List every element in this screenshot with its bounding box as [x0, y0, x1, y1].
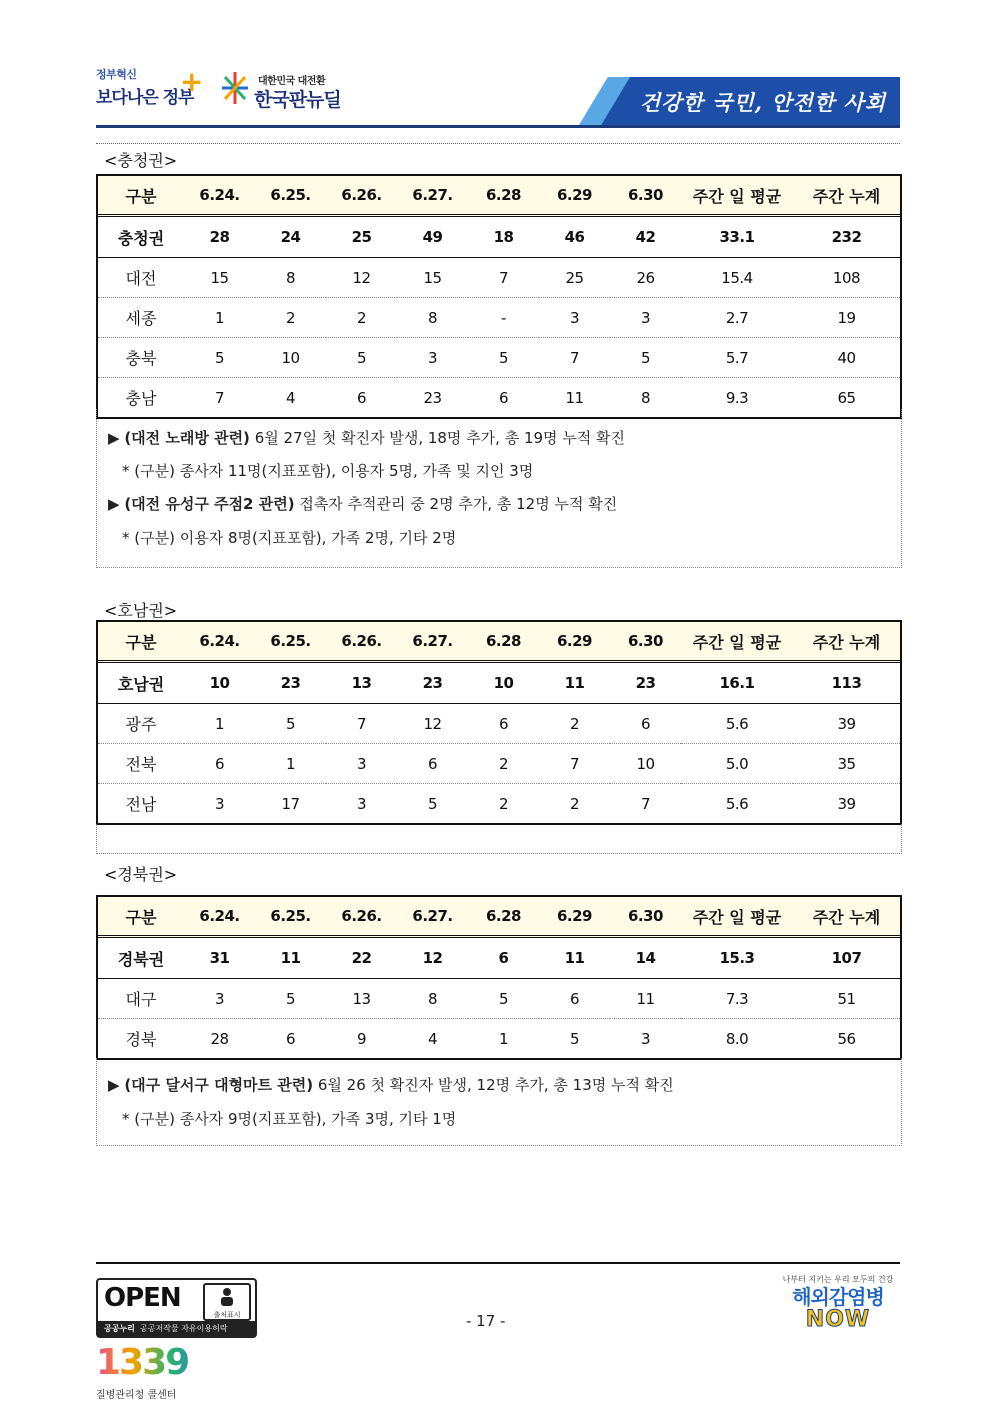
cell: 5	[468, 338, 539, 378]
cell: 3	[640, 1029, 651, 1048]
cell: 39	[793, 704, 900, 744]
table-row	[98, 784, 900, 824]
cell: 23	[610, 662, 681, 704]
cell: 7	[326, 704, 397, 744]
cell: 1	[184, 298, 255, 338]
bullet-icon: ▶	[108, 495, 120, 513]
cell: 1	[255, 744, 326, 784]
col-header: 6.25.	[255, 897, 326, 937]
col-header: 6.27.	[397, 176, 468, 216]
header-rule	[96, 125, 900, 128]
cell: 6	[285, 1029, 296, 1048]
cell: 28	[184, 216, 255, 258]
logo1-top-text: 정부혁신	[96, 68, 137, 81]
table-chungcheong	[96, 174, 902, 419]
overseas-disease-now-logo	[776, 1274, 900, 1340]
cell: 49	[397, 216, 468, 258]
cell: 7	[539, 744, 610, 784]
cell: 대전	[98, 258, 184, 298]
cell: 65	[837, 388, 856, 407]
cell: 경북	[125, 1030, 157, 1049]
cell: 2	[468, 744, 539, 784]
cell: 5	[255, 704, 326, 744]
section-title-chungcheong: <충청권>	[104, 151, 178, 170]
cell: 5.7	[681, 338, 793, 378]
data-table	[98, 176, 900, 417]
cell: 22	[326, 937, 397, 979]
cell: 25	[326, 216, 397, 258]
cell: 9.3	[725, 388, 749, 407]
table-row	[98, 298, 900, 338]
cell: 42	[610, 216, 681, 258]
col-header: 6.29	[539, 622, 610, 662]
table-header-row	[98, 897, 900, 937]
cell: 10	[255, 338, 326, 378]
cell: 호남권	[98, 662, 184, 704]
data-table	[98, 897, 900, 1058]
col-header: 6.27.	[397, 897, 468, 937]
cell: 16.1	[681, 662, 793, 704]
table-row	[98, 258, 900, 298]
cell: 3	[214, 794, 225, 813]
cell: 5	[184, 338, 255, 378]
col-header: 구분	[98, 897, 184, 937]
col-header: 6.26.	[326, 176, 397, 216]
bullet-icon: ▶	[108, 429, 120, 447]
col-header: 6.26.	[326, 622, 397, 662]
open-bar	[98, 1321, 255, 1336]
cell: 8	[640, 388, 651, 407]
table-summary-row	[98, 216, 900, 258]
col-header: 주간 누계	[793, 897, 900, 937]
cell: 2	[498, 794, 509, 813]
attribution-icon	[203, 1283, 251, 1321]
cell: 23	[255, 662, 326, 704]
cell: 5.0	[681, 744, 793, 784]
callcenter-logo	[96, 1342, 206, 1402]
col-header: 구분	[98, 176, 184, 216]
cell: 3	[610, 298, 681, 338]
col-header: 구분	[98, 622, 184, 662]
cell: 세종	[98, 298, 184, 338]
table-row	[98, 979, 900, 1019]
header-dotted-rule	[96, 143, 900, 144]
note-bold: (대전 노래방 관련)	[124, 429, 250, 447]
cell: 전남	[125, 795, 157, 814]
cell: 35	[793, 744, 900, 784]
cell: 4	[285, 388, 296, 407]
cell: 31	[184, 937, 255, 979]
cell: 46	[539, 216, 610, 258]
table-header-row	[98, 622, 900, 662]
note-line	[108, 493, 617, 514]
cell: 14	[610, 937, 681, 979]
slogan-text: 건강한 국민, 안전한 사회	[639, 90, 886, 115]
cell: 6	[468, 937, 539, 979]
table-summary-row	[98, 937, 900, 979]
cell: 3	[184, 979, 255, 1019]
cell: 39	[837, 794, 856, 813]
col-header: 6.25.	[255, 176, 326, 216]
cell: 12	[397, 937, 468, 979]
cell: 5	[255, 979, 326, 1019]
note-sub-line: * (구분) 종사자 11명(지표포함), 이용자 5명, 가족 및 지인 3명	[122, 462, 534, 480]
table-summary-row	[98, 662, 900, 704]
slogan-banner	[578, 77, 900, 127]
cell: 12	[326, 258, 397, 298]
logo1-main-text: 보다나은 정부	[96, 88, 194, 108]
cell: 전북	[98, 744, 184, 784]
col-header: 6.30	[610, 176, 681, 216]
col-header: 6.28	[468, 622, 539, 662]
col-header: 6.29	[539, 897, 610, 937]
note-bold: (대전 유성구 주점2 관련)	[124, 495, 295, 513]
table-row	[98, 704, 900, 744]
cell: 6	[184, 744, 255, 784]
new-deal-star-icon	[220, 70, 250, 106]
note-sub-line: * (구분) 종사자 9명(지표포함), 가족 3명, 기타 1명	[122, 1110, 457, 1128]
table-row	[98, 744, 900, 784]
col-header: 6.25.	[255, 622, 326, 662]
cell: 5	[610, 338, 681, 378]
cell: 8	[255, 258, 326, 298]
col-header: 6.27.	[397, 622, 468, 662]
cell: 2	[569, 794, 580, 813]
cell: 11	[565, 388, 584, 407]
cell: 232	[793, 216, 900, 258]
cell: 2	[326, 298, 397, 338]
col-header: 6.28	[468, 176, 539, 216]
page-header	[96, 60, 900, 130]
cell: 108	[793, 258, 900, 298]
cell: 1	[498, 1029, 509, 1048]
cell: 23	[397, 662, 468, 704]
note-text: 6월 27일 첫 확진자 발생, 18명 추가, 총 19명 누적 확진	[249, 429, 626, 447]
cell: 2	[255, 298, 326, 338]
cell: 8	[397, 979, 468, 1019]
col-header: 6.30	[610, 897, 681, 937]
notes-box-gyeongbuk	[96, 1058, 902, 1146]
col-header: 6.30	[610, 622, 681, 662]
notes-box-honam	[96, 824, 902, 854]
cell: 26	[610, 258, 681, 298]
callcenter-number: 1339	[96, 1342, 206, 1384]
section-title-honam: <호남권>	[104, 601, 178, 620]
cell: 5	[326, 338, 397, 378]
cell: 17	[281, 794, 300, 813]
cell: 5.6	[725, 794, 749, 813]
col-header: 6.28	[468, 897, 539, 937]
cell: 4	[427, 1029, 438, 1048]
note-line	[108, 1074, 674, 1095]
note-sub-line: * (구분) 이용자 8명(지표포함), 가족 2명, 기타 2명	[122, 529, 457, 547]
table-gyeongbuk	[96, 895, 902, 1060]
table-honam	[96, 620, 902, 825]
cell: 7	[214, 388, 225, 407]
cell: 5	[427, 794, 438, 813]
cell: 3	[539, 298, 610, 338]
callcenter-caption: 질병관리청 콜센터	[96, 1390, 177, 1401]
open-bar-text: 공공저작물 자유이용허락	[140, 1324, 228, 1333]
cell: 5	[468, 979, 539, 1019]
cell: 15	[184, 258, 255, 298]
cell: 8.0	[725, 1029, 749, 1048]
cell: -	[468, 298, 539, 338]
now-word: NOW	[805, 1307, 871, 1332]
cell: 8	[397, 298, 468, 338]
cell: 충남	[125, 389, 157, 408]
cell: 대구	[98, 979, 184, 1019]
cell: 10	[184, 662, 255, 704]
cell: 충청권	[98, 216, 184, 258]
col-header: 주간 누계	[793, 176, 900, 216]
cell: 13	[326, 979, 397, 1019]
table-row	[98, 338, 900, 378]
cell: 51	[793, 979, 900, 1019]
cell: 경북권	[98, 937, 184, 979]
note-line	[108, 427, 625, 448]
col-header: 주간 일 평균	[681, 622, 793, 662]
col-header: 6.26.	[326, 897, 397, 937]
cell: 15.4	[681, 258, 793, 298]
cell: 6	[539, 979, 610, 1019]
cell: 19	[793, 298, 900, 338]
col-header: 주간 누계	[793, 622, 900, 662]
section-title-gyeongbuk: <경북권>	[104, 865, 178, 884]
col-header: 6.24.	[184, 622, 255, 662]
data-table	[98, 622, 900, 823]
cell: 10	[610, 744, 681, 784]
cell: 7	[468, 258, 539, 298]
logo2-top-text: 대한민국 대전환	[258, 76, 326, 87]
cell: 6	[397, 744, 468, 784]
cell: 9	[356, 1029, 367, 1048]
table-row	[98, 1019, 900, 1059]
cell: 11	[539, 937, 610, 979]
cell: 33.1	[681, 216, 793, 258]
cell: 12	[397, 704, 468, 744]
cell: 3	[356, 794, 367, 813]
cell: 15.3	[681, 937, 793, 979]
cell: 7	[640, 794, 651, 813]
cell: 28	[210, 1029, 229, 1048]
open-bar-title: 공공누리	[104, 1324, 135, 1333]
open-text: OPEN	[104, 1283, 181, 1313]
cell: 107	[793, 937, 900, 979]
bullet-icon: ▶	[108, 1076, 120, 1094]
cell: 3	[397, 338, 468, 378]
col-header: 6.24.	[184, 897, 255, 937]
col-header: 6.29	[539, 176, 610, 216]
cell: 7	[539, 338, 610, 378]
page-number: - 17 -	[466, 1312, 506, 1330]
now-main-text: 해외감염병	[792, 1285, 884, 1309]
cell: 18	[468, 216, 539, 258]
table-header-row	[98, 176, 900, 216]
gov-innovation-logo	[96, 66, 206, 118]
cell: 2.7	[681, 298, 793, 338]
logo2-main-text: 한국판뉴딜	[254, 89, 341, 111]
cell: 24	[255, 216, 326, 258]
cell: 2	[539, 704, 610, 744]
cell: 5	[569, 1029, 580, 1048]
note-bold: (대구 달서구 대형마트 관련)	[124, 1076, 314, 1094]
cell: 3	[326, 744, 397, 784]
open-badge-label: 출처표시	[213, 1311, 241, 1319]
cell: 25	[539, 258, 610, 298]
cell: 광주	[98, 704, 184, 744]
footer-rule	[96, 1262, 900, 1264]
cell: 6	[356, 388, 367, 407]
cell: 23	[423, 388, 442, 407]
cell: 56	[837, 1029, 856, 1048]
plus-icon: +	[180, 65, 204, 98]
col-header: 6.24.	[184, 176, 255, 216]
korean-new-deal-logo	[220, 68, 360, 114]
note-text: 6월 26 첫 확진자 발생, 12명 추가, 총 13명 누적 확진	[313, 1076, 674, 1094]
col-header: 주간 일 평균	[681, 176, 793, 216]
note-text: 접촉자 추적관리 중 2명 추가, 총 12명 누적 확진	[294, 495, 618, 513]
cell: 충북	[98, 338, 184, 378]
cell: 40	[793, 338, 900, 378]
cell: 5.6	[681, 704, 793, 744]
col-header: 주간 일 평균	[681, 897, 793, 937]
cell: 15	[397, 258, 468, 298]
cell: 11	[539, 662, 610, 704]
cell: 1	[184, 704, 255, 744]
cell: 13	[326, 662, 397, 704]
cell: 6	[610, 704, 681, 744]
cell: 6	[498, 388, 509, 407]
cell: 113	[793, 662, 900, 704]
kogl-open-badge	[96, 1278, 257, 1338]
cell: 6	[468, 704, 539, 744]
cell: 11	[255, 937, 326, 979]
cell: 7.3	[681, 979, 793, 1019]
cell: 11	[610, 979, 681, 1019]
now-slogan: 나부터 지키는 우리 모두의 건강	[782, 1275, 894, 1284]
person-icon	[205, 1285, 249, 1307]
cell: 10	[468, 662, 539, 704]
